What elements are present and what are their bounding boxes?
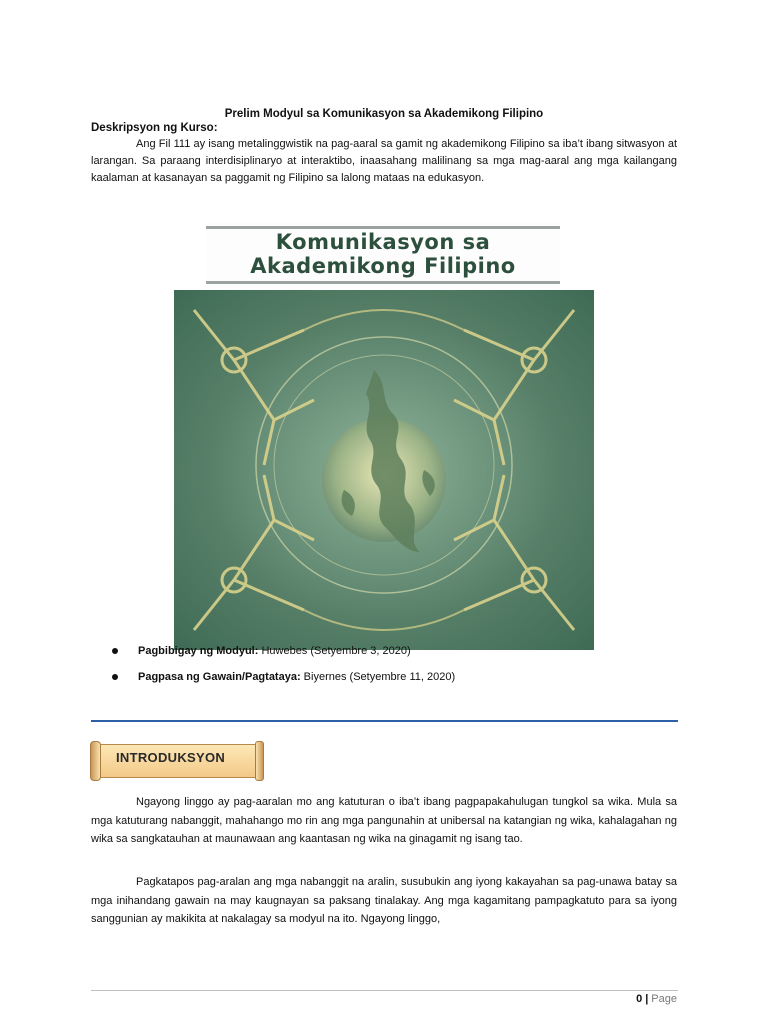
section-heading: INTRODUKSYON [116, 750, 226, 765]
intro-paragraph-1: Ngayong linggo ay pag-aaralan mo ang katuturan o iba’t ibang pagpapakahulugan tungkol sa wika. Mula sa mga katuturang nabanggit, mahahango mo rin ang mga pangunahin at unibersal na katangian ng wika, kahalagahan ng wika sa sangkatauhan at maunawaan ang kaantasan ng wika na ginagamit ng isang tao. [91, 796, 677, 845]
banner-top-line [206, 226, 560, 229]
footer-separator: | [645, 993, 649, 1005]
intro-paragraph-2: Pagkatapos pag-aralan ang mga nabanggit na aralin, susubukin ang iyong kakayahan sa pag-unawa batay sa mga inihandang gawain na may kaugnayan sa paksang tinalakay. Ang mga kagamitang pampagkatuto para sa iyong sanggunian ay makikita at nakalagay sa modyul na ito. Ngayong linggo, [91, 876, 677, 925]
page-word: Page [651, 993, 677, 1005]
page-footer [636, 993, 677, 1005]
cover-title-line-2: Akademikong Filipino [250, 254, 516, 278]
bullet-dot-icon [112, 674, 118, 680]
banner-bottom-line [206, 281, 560, 284]
scroll-left-curl-icon [90, 741, 101, 781]
scroll-right-curl-icon [255, 741, 264, 781]
schedule-list [112, 643, 455, 695]
document-title: Prelim Modyul sa Komunikasyon sa Akademikong Filipino [224, 108, 544, 120]
schedule-item-value: Biyernes (Setyembre 11, 2020) [300, 671, 456, 683]
bullet-dot-icon [112, 648, 118, 654]
schedule-item [112, 643, 455, 669]
description-label: Deskripsyon ng Kurso: [91, 122, 218, 134]
description-paragraph: Ang Fil 111 ay isang metalinggwistik na pag-aaral sa gamit ng akademikong Filipino sa iba’t ibang sitwasyon at larangan. Sa paraang interdisiplinaryo at interaktibo, inaasahang malilinang sa mga mag-aaral ang mga kailangang kaalaman at kasanayan sa paggamit ng Filipino sa lalong mataas na edukasyon. [91, 138, 677, 184]
footer-divider [91, 990, 678, 991]
cover-illustration [174, 290, 594, 650]
cover-title-banner [206, 222, 560, 288]
cover-title-line-1: Komunikasyon sa [275, 230, 491, 254]
schedule-item-label: Pagpasa ng Gawain/Pagtataya: [138, 671, 301, 683]
schedule-item-value: Huwebes (Setyembre 3, 2020) [258, 645, 411, 657]
section-heading-scroll [90, 741, 264, 781]
schedule-item [112, 669, 455, 695]
section-divider [91, 720, 678, 722]
page-number: 0 [636, 993, 643, 1005]
schedule-item-label: Pagbibigay ng Modyul: [138, 645, 259, 657]
